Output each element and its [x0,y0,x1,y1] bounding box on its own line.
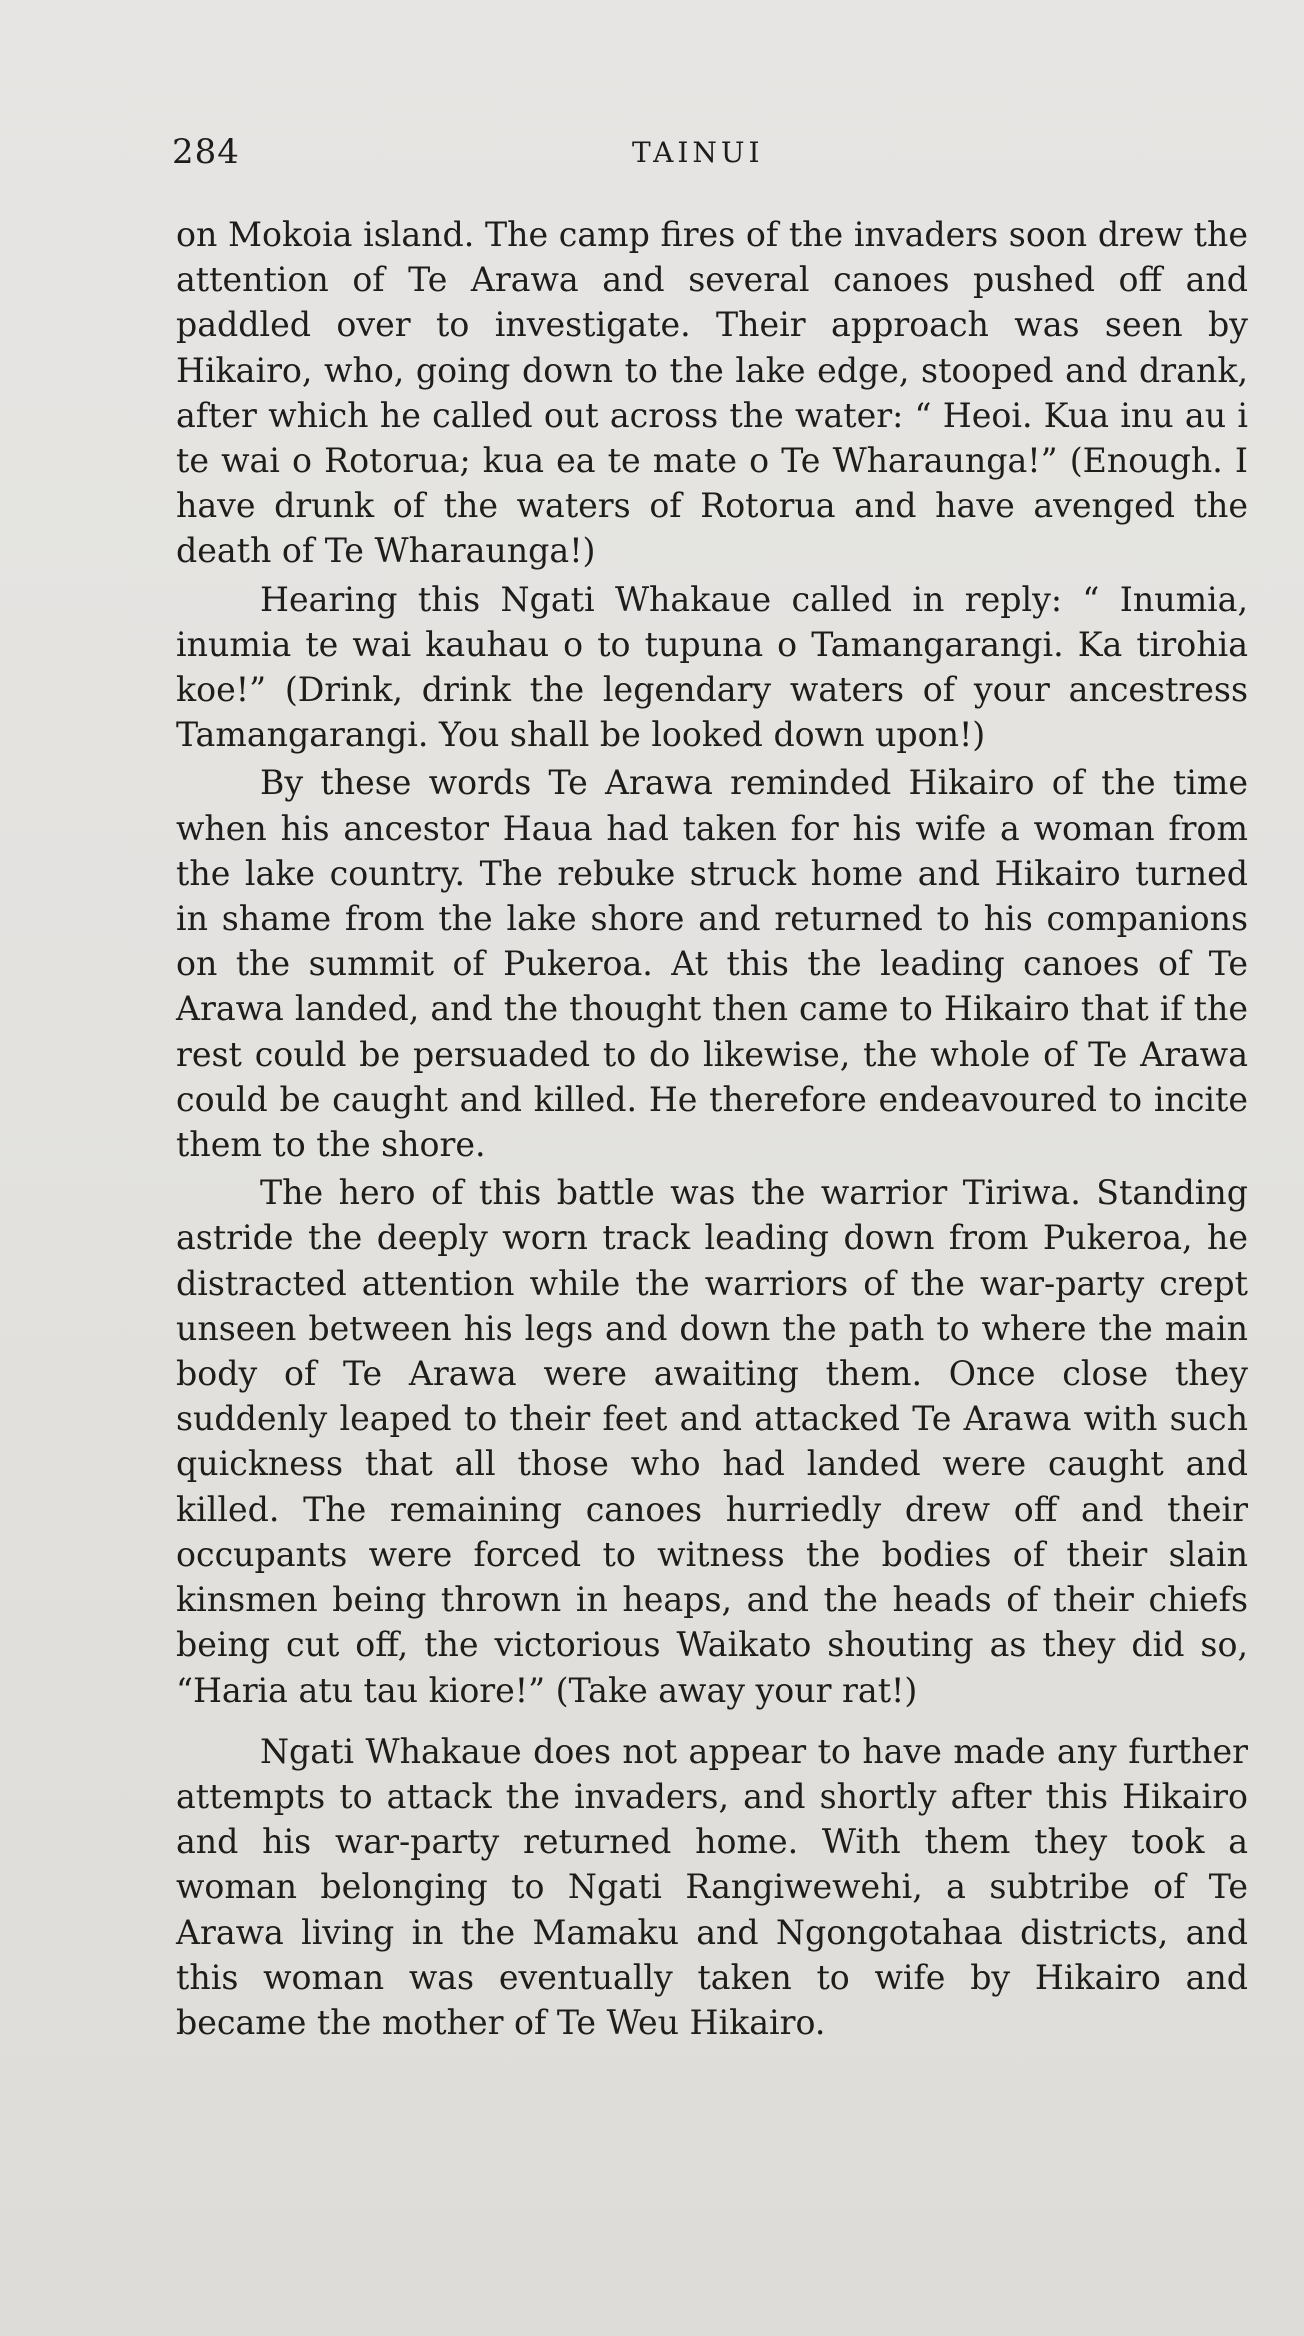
body-text [176,212,1248,2045]
running-title: TAINUI [632,136,764,169]
page-number: 284 [172,132,240,172]
paragraph-1: on Mokoia island. The camp fires of the invaders soon drew the attention of Te Arawa and several canoes pushed off and paddled over to investigate. Their approach was seen by Hikairo, who, going down to the lake edge, stooped and drank, after which he called out across the water: “ Heoi. Kua inu au i te wai o Rotorua; kua ea te mate o Te Wharaunga!” (Enough. I have drunk of the waters of Rotorua and have avenged the death of Te Wharaunga!) [176,215,1248,571]
running-head [172,132,1244,182]
paragraph-3: By these words Te Arawa reminded Hikairo of the time when his ancestor Haua had taken for his wife a woman from the lake country. The rebuke struck home and Hikairo turned in shame from the lake shore and returned to his companions on the summit of Pukeroa. At this the leading canoes of Te Arawa landed, and the thought then came to Hikairo that if the rest could be persuaded to do likewise, the whole of Te Arawa could be caught and killed. He therefore endeavoured to incite them to the shore. [176,763,1248,1165]
paragraph-2: Hearing this Ngati Whakaue called in reply: “ Inumia, inumia te wai kauhau o to tupuna o Tamangarangi. Ka tirohia koe!” (Drink, drink the legendary waters of your ancestress Tamangarangi. You shall be looked down upon!) [176,579,1248,755]
paragraph-4: The hero of this battle was the warrior Tiriwa. Standing astride the deeply worn track leading down from Pukeroa, he distracted attention while the warriors of the war-party crept unseen between his legs and down the path to where the main body of Te Arawa were awaiting them. Once close they suddenly leaped to their feet and attacked Te Arawa with such quickness that all those who had landed were caught and killed. The remaining canoes hurriedly drew off and their occupants were forced to witness the bodies of their slain kinsmen being thrown in heaps, and the heads of their chiefs being cut off, the victorious Waikato shouting as they did so, “Haria atu tau kiore!” (Take away your rat!) [176,1173,1248,1710]
paragraph-5: Ngati Whakaue does not appear to have made any further attempts to attack the invaders, and shortly after this Hikairo and his war-party returned home. With them they took a woman belonging to Ngati Rangiwewehi, a subtribe of Te Arawa living in the Mamaku and Ngongotahaa districts, and this woman was eventually taken to wife by Hikairo and became the mother of Te Weu Hikairo. [176,1731,1248,2042]
